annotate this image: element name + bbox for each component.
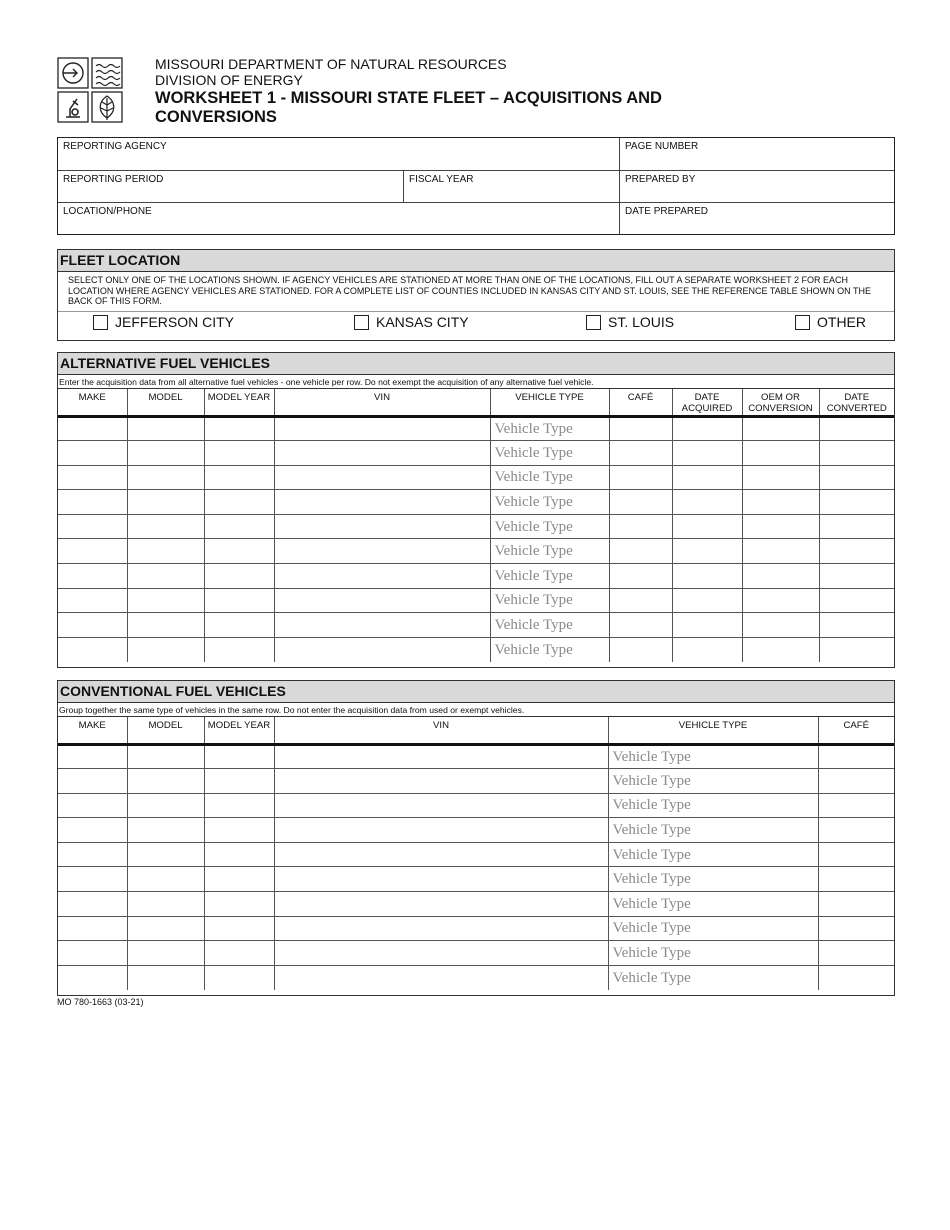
table-cell-input[interactable] <box>609 539 672 564</box>
vehicle-type-select[interactable] <box>490 514 609 539</box>
dnr-logo <box>57 57 123 123</box>
table-row <box>58 514 894 539</box>
date-prepared-field[interactable]: DATE PREPARED <box>625 206 708 217</box>
location-phone-field[interactable]: LOCATION/PHONE <box>63 206 152 217</box>
table-cell-input[interactable] <box>204 441 274 466</box>
table-cell-input[interactable] <box>274 637 490 662</box>
table-cell-input[interactable] <box>274 465 490 490</box>
vehicle-type-placeholder: Vehicle Type <box>494 641 573 658</box>
table-cell-input[interactable] <box>58 564 127 589</box>
vehicle-type-placeholder: Vehicle Type <box>612 945 691 962</box>
table-cell-input[interactable] <box>127 793 204 818</box>
table-cell-input[interactable] <box>127 769 204 794</box>
table-cell-input[interactable] <box>274 564 490 589</box>
table-cell-input[interactable] <box>274 539 490 564</box>
table-cell-input[interactable] <box>672 465 742 490</box>
table-cell-input[interactable] <box>819 416 894 441</box>
table-cell-input[interactable] <box>609 514 672 539</box>
vehicle-type-select[interactable] <box>608 793 818 818</box>
checkbox-icon[interactable] <box>795 315 810 330</box>
table-cell-input[interactable] <box>274 892 608 917</box>
table-row <box>58 965 894 990</box>
table-cell-input[interactable] <box>204 613 274 638</box>
table-cell-input[interactable] <box>127 539 204 564</box>
afv-column-header: VIN <box>274 389 490 416</box>
vehicle-type-select[interactable] <box>608 916 818 941</box>
table-cell-input[interactable] <box>204 965 274 990</box>
table-cell-input[interactable] <box>742 514 819 539</box>
table-cell-input[interactable] <box>204 465 274 490</box>
location-option-other[interactable] <box>795 314 866 330</box>
table-cell-input[interactable] <box>58 793 127 818</box>
table-cell-input[interactable] <box>672 588 742 613</box>
table-cell-input[interactable] <box>818 867 894 892</box>
table-cell-input[interactable] <box>672 514 742 539</box>
vehicle-type-placeholder: Vehicle Type <box>494 543 573 560</box>
table-row <box>58 744 894 769</box>
table-cell-input[interactable] <box>204 539 274 564</box>
checkbox-icon[interactable] <box>354 315 369 330</box>
vehicle-type-select[interactable] <box>608 892 818 917</box>
table-cell-input[interactable] <box>58 769 127 794</box>
checkbox-icon[interactable] <box>93 315 108 330</box>
vehicle-type-select[interactable] <box>608 867 818 892</box>
vehicle-type-placeholder: Vehicle Type <box>612 969 691 986</box>
afv-column-header: DATE ACQUIRED <box>672 389 742 416</box>
prepared-by-field[interactable]: PREPARED BY <box>625 174 696 185</box>
location-option-kansas-city[interactable] <box>354 314 469 330</box>
table-row <box>58 588 894 613</box>
table-cell-input[interactable] <box>742 588 819 613</box>
afv-column-header: MODEL YEAR <box>204 389 274 416</box>
table-cell-input[interactable] <box>58 744 127 769</box>
vehicle-type-placeholder: Vehicle Type <box>494 592 573 609</box>
table-cell-input[interactable] <box>819 441 894 466</box>
fleet-location-heading: FLEET LOCATION <box>58 250 894 272</box>
table-cell-input[interactable] <box>274 793 608 818</box>
cfv-header-row <box>58 717 894 744</box>
cfv-column-header: MAKE <box>58 717 127 744</box>
table-cell-input[interactable] <box>274 769 608 794</box>
table-row <box>58 842 894 867</box>
vehicle-type-select[interactable] <box>490 588 609 613</box>
table-cell-input[interactable] <box>204 793 274 818</box>
table-row <box>58 416 894 441</box>
vehicle-type-placeholder: Vehicle Type <box>612 846 691 863</box>
table-cell-input[interactable] <box>274 490 490 515</box>
table-row <box>58 867 894 892</box>
table-cell-input[interactable] <box>204 637 274 662</box>
table-cell-input[interactable] <box>818 769 894 794</box>
table-cell-input[interactable] <box>127 941 204 966</box>
table-cell-input[interactable] <box>609 613 672 638</box>
table-cell-input[interactable] <box>819 539 894 564</box>
table-cell-input[interactable] <box>274 588 490 613</box>
table-cell-input[interactable] <box>609 465 672 490</box>
table-cell-input[interactable] <box>127 514 204 539</box>
table-row <box>58 490 894 515</box>
page-number-field[interactable]: PAGE NUMBER <box>625 141 699 152</box>
table-cell-input[interactable] <box>127 965 204 990</box>
form-title-line2: CONVERSIONS <box>155 108 277 126</box>
vehicle-type-select[interactable] <box>490 465 609 490</box>
vehicle-type-select[interactable] <box>608 744 818 769</box>
table-cell-input[interactable] <box>818 744 894 769</box>
table-row <box>58 564 894 589</box>
table-cell-input[interactable] <box>672 637 742 662</box>
table-cell-input[interactable] <box>819 490 894 515</box>
vehicle-type-select[interactable] <box>490 539 609 564</box>
location-option-jefferson-city[interactable] <box>93 314 234 330</box>
table-cell-input[interactable] <box>127 916 204 941</box>
table-cell-input[interactable] <box>58 842 127 867</box>
table-cell-input[interactable] <box>818 892 894 917</box>
table-cell-input[interactable] <box>742 441 819 466</box>
table-cell-input[interactable] <box>672 416 742 441</box>
table-cell-input[interactable] <box>127 465 204 490</box>
table-cell-input[interactable] <box>204 892 274 917</box>
vehicle-type-placeholder: Vehicle Type <box>612 772 691 789</box>
table-row <box>58 441 894 466</box>
table-cell-input[interactable] <box>742 564 819 589</box>
vehicle-type-select[interactable] <box>608 842 818 867</box>
table-cell-input[interactable] <box>609 637 672 662</box>
table-cell-input[interactable] <box>127 441 204 466</box>
division-name: DIVISION OF ENERGY <box>155 72 303 88</box>
afv-column-header: MODEL <box>127 389 204 416</box>
vehicle-type-select[interactable] <box>490 613 609 638</box>
table-cell-input[interactable] <box>58 490 127 515</box>
afv-note: Enter the acquisition data from all alternative fuel vehicles - one vehicle per row. Do not exempt the acquisition of any alternative fuel vehicle. <box>58 375 894 389</box>
table-cell-input[interactable] <box>274 916 608 941</box>
table-cell-input[interactable] <box>204 588 274 613</box>
vehicle-type-placeholder: Vehicle Type <box>612 748 691 765</box>
table-cell-input[interactable] <box>58 965 127 990</box>
table-cell-input[interactable] <box>742 539 819 564</box>
cfv-column-header: VIN <box>274 717 608 744</box>
table-cell-input[interactable] <box>274 842 608 867</box>
reporting-period-field[interactable]: REPORTING PERIOD <box>63 174 164 185</box>
table-cell-input[interactable] <box>127 892 204 917</box>
table-cell-input[interactable] <box>609 588 672 613</box>
location-label: JEFFERSON CITY <box>115 314 235 330</box>
vehicle-type-placeholder: Vehicle Type <box>612 895 691 912</box>
table-cell-input[interactable] <box>58 613 127 638</box>
table-cell-input[interactable] <box>204 818 274 843</box>
vehicle-type-placeholder: Vehicle Type <box>612 822 691 839</box>
table-cell-input[interactable] <box>819 588 894 613</box>
table-cell-input[interactable] <box>58 514 127 539</box>
afv-column-header: VEHICLE TYPE <box>490 389 609 416</box>
afv-column-header: DATE CONVERTED <box>819 389 894 416</box>
table-cell-input[interactable] <box>274 867 608 892</box>
conventional-fuel-vehicles-section <box>57 680 895 996</box>
location-label: OTHER <box>817 314 866 330</box>
fleet-location-instructions: SELECT ONLY ONE OF THE LOCATIONS SHOWN. IF AGENCY VEHICLES ARE STATIONED AT MORE THAN ONE OF THE LOCATIONS, FILL OUT A SEPARATE WORKSHEET 2 FOR EACH LOCATION WHERE AGENCY VEHICLES ARE STATIONED. FOR A COMPLETE LIST OF COUNTIES INCLUDED IN KANSAS CITY AND ST. LOUIS, SEE THE REFERENCE TABLE SHOWN ON THE BACK OF THIS FORM. <box>68 275 871 306</box>
table-cell-input[interactable] <box>58 588 127 613</box>
vehicle-type-placeholder: Vehicle Type <box>494 567 573 584</box>
vehicle-type-placeholder: Vehicle Type <box>494 444 573 461</box>
afv-column-header: OEM OR CONVERSION <box>742 389 819 416</box>
table-cell-input[interactable] <box>58 539 127 564</box>
table-cell-input[interactable] <box>127 842 204 867</box>
table-cell-input[interactable] <box>58 867 127 892</box>
table-cell-input[interactable] <box>672 441 742 466</box>
table-cell-input[interactable] <box>274 514 490 539</box>
table-cell-input[interactable] <box>818 916 894 941</box>
table-cell-input[interactable] <box>819 637 894 662</box>
afv-heading: ALTERNATIVE FUEL VEHICLES <box>58 353 894 375</box>
table-cell-input[interactable] <box>274 441 490 466</box>
vehicle-type-select[interactable] <box>490 564 609 589</box>
table-cell-input[interactable] <box>127 416 204 441</box>
table-cell-input[interactable] <box>204 842 274 867</box>
table-cell-input[interactable] <box>127 588 204 613</box>
table-cell-input[interactable] <box>127 637 204 662</box>
vehicle-type-placeholder: Vehicle Type <box>494 518 573 535</box>
table-row <box>58 613 894 638</box>
table-row <box>58 769 894 794</box>
table-cell-input[interactable] <box>204 514 274 539</box>
form-title-line1: WORKSHEET 1 - MISSOURI STATE FLEET – ACQUISITIONS AND <box>155 89 662 107</box>
table-cell-input[interactable] <box>58 892 127 917</box>
table-cell-input[interactable] <box>204 416 274 441</box>
vehicle-type-select[interactable] <box>490 490 609 515</box>
table-cell-input[interactable] <box>58 941 127 966</box>
table-row <box>58 892 894 917</box>
table-row <box>58 637 894 662</box>
cfv-heading: CONVENTIONAL FUEL VEHICLES <box>58 681 894 703</box>
table-cell-input[interactable] <box>742 465 819 490</box>
table-cell-input[interactable] <box>204 867 274 892</box>
table-cell-input[interactable] <box>672 490 742 515</box>
report-info-box <box>57 137 895 235</box>
table-row <box>58 539 894 564</box>
table-cell-input[interactable] <box>58 465 127 490</box>
table-cell-input[interactable] <box>819 465 894 490</box>
table-cell-input[interactable] <box>58 441 127 466</box>
table-cell-input[interactable] <box>742 637 819 662</box>
vehicle-type-placeholder: Vehicle Type <box>494 494 573 511</box>
cfv-column-header: VEHICLE TYPE <box>608 717 818 744</box>
table-cell-input[interactable] <box>127 613 204 638</box>
table-cell-input[interactable] <box>819 613 894 638</box>
table-cell-input[interactable] <box>204 490 274 515</box>
table-cell-input[interactable] <box>274 416 490 441</box>
table-cell-input[interactable] <box>818 965 894 990</box>
table-cell-input[interactable] <box>127 867 204 892</box>
vehicle-type-select[interactable] <box>490 416 609 441</box>
table-cell-input[interactable] <box>818 941 894 966</box>
form-number: MO 780-1663 (03-21) <box>57 997 144 1007</box>
table-cell-input[interactable] <box>274 965 608 990</box>
table-row <box>58 818 894 843</box>
table-cell-input[interactable] <box>818 842 894 867</box>
table-cell-input[interactable] <box>819 514 894 539</box>
vehicle-type-select[interactable] <box>608 818 818 843</box>
table-cell-input[interactable] <box>672 564 742 589</box>
cfv-column-header: MODEL YEAR <box>204 717 274 744</box>
vehicle-type-placeholder: Vehicle Type <box>494 469 573 486</box>
table-cell-input[interactable] <box>58 916 127 941</box>
location-option-st-louis[interactable] <box>586 314 674 330</box>
cfv-table <box>58 717 894 990</box>
vehicle-type-select[interactable] <box>608 769 818 794</box>
table-cell-input[interactable] <box>819 564 894 589</box>
table-cell-input[interactable] <box>609 416 672 441</box>
reporting-agency-field[interactable]: REPORTING AGENCY <box>63 141 167 152</box>
vehicle-type-placeholder: Vehicle Type <box>612 797 691 814</box>
vehicle-type-placeholder: Vehicle Type <box>494 617 573 634</box>
vehicle-type-placeholder: Vehicle Type <box>612 920 691 937</box>
table-cell-input[interactable] <box>274 613 490 638</box>
table-cell-input[interactable] <box>274 941 608 966</box>
table-row <box>58 465 894 490</box>
table-cell-input[interactable] <box>127 744 204 769</box>
table-row <box>58 941 894 966</box>
table-cell-input[interactable] <box>58 416 127 441</box>
cfv-column-header: MODEL <box>127 717 204 744</box>
table-cell-input[interactable] <box>742 613 819 638</box>
table-cell-input[interactable] <box>274 744 608 769</box>
table-cell-input[interactable] <box>204 744 274 769</box>
vehicle-type-select[interactable] <box>490 637 609 662</box>
table-cell-input[interactable] <box>672 613 742 638</box>
table-cell-input[interactable] <box>58 637 127 662</box>
table-cell-input[interactable] <box>127 490 204 515</box>
table-row <box>58 793 894 818</box>
location-label: KANSAS CITY <box>376 314 469 330</box>
vehicle-type-select[interactable] <box>490 441 609 466</box>
vehicle-type-select[interactable] <box>608 941 818 966</box>
table-cell-input[interactable] <box>818 818 894 843</box>
table-cell-input[interactable] <box>204 564 274 589</box>
checkbox-icon[interactable] <box>586 315 601 330</box>
vehicle-type-placeholder: Vehicle Type <box>494 420 573 437</box>
afv-table <box>58 389 894 662</box>
table-cell-input[interactable] <box>818 793 894 818</box>
table-cell-input[interactable] <box>127 818 204 843</box>
table-cell-input[interactable] <box>204 916 274 941</box>
fleet-location-section <box>57 249 895 341</box>
table-cell-input[interactable] <box>609 441 672 466</box>
vehicle-type-select[interactable] <box>608 965 818 990</box>
table-cell-input[interactable] <box>127 564 204 589</box>
location-label: ST. LOUIS <box>608 314 675 330</box>
department-name: MISSOURI DEPARTMENT OF NATURAL RESOURCES <box>155 56 507 72</box>
table-row <box>58 916 894 941</box>
alternative-fuel-vehicles-section <box>57 352 895 668</box>
vehicle-type-placeholder: Vehicle Type <box>612 871 691 888</box>
table-cell-input[interactable] <box>672 539 742 564</box>
cfv-column-header: CAFÉ <box>818 717 894 744</box>
cfv-note: Group together the same type of vehicles in the same row. Do not enter the acquisition data from used or exempt vehicles. <box>58 703 894 717</box>
afv-column-header: MAKE <box>58 389 127 416</box>
table-cell-input[interactable] <box>609 490 672 515</box>
table-cell-input[interactable] <box>609 564 672 589</box>
table-cell-input[interactable] <box>274 818 608 843</box>
fiscal-year-field[interactable]: FISCAL YEAR <box>409 174 474 185</box>
table-cell-input[interactable] <box>204 769 274 794</box>
afv-column-header: CAFÉ <box>609 389 672 416</box>
afv-header-row <box>58 389 894 416</box>
table-cell-input[interactable] <box>204 941 274 966</box>
table-cell-input[interactable] <box>58 818 127 843</box>
table-cell-input[interactable] <box>742 490 819 515</box>
table-cell-input[interactable] <box>742 416 819 441</box>
